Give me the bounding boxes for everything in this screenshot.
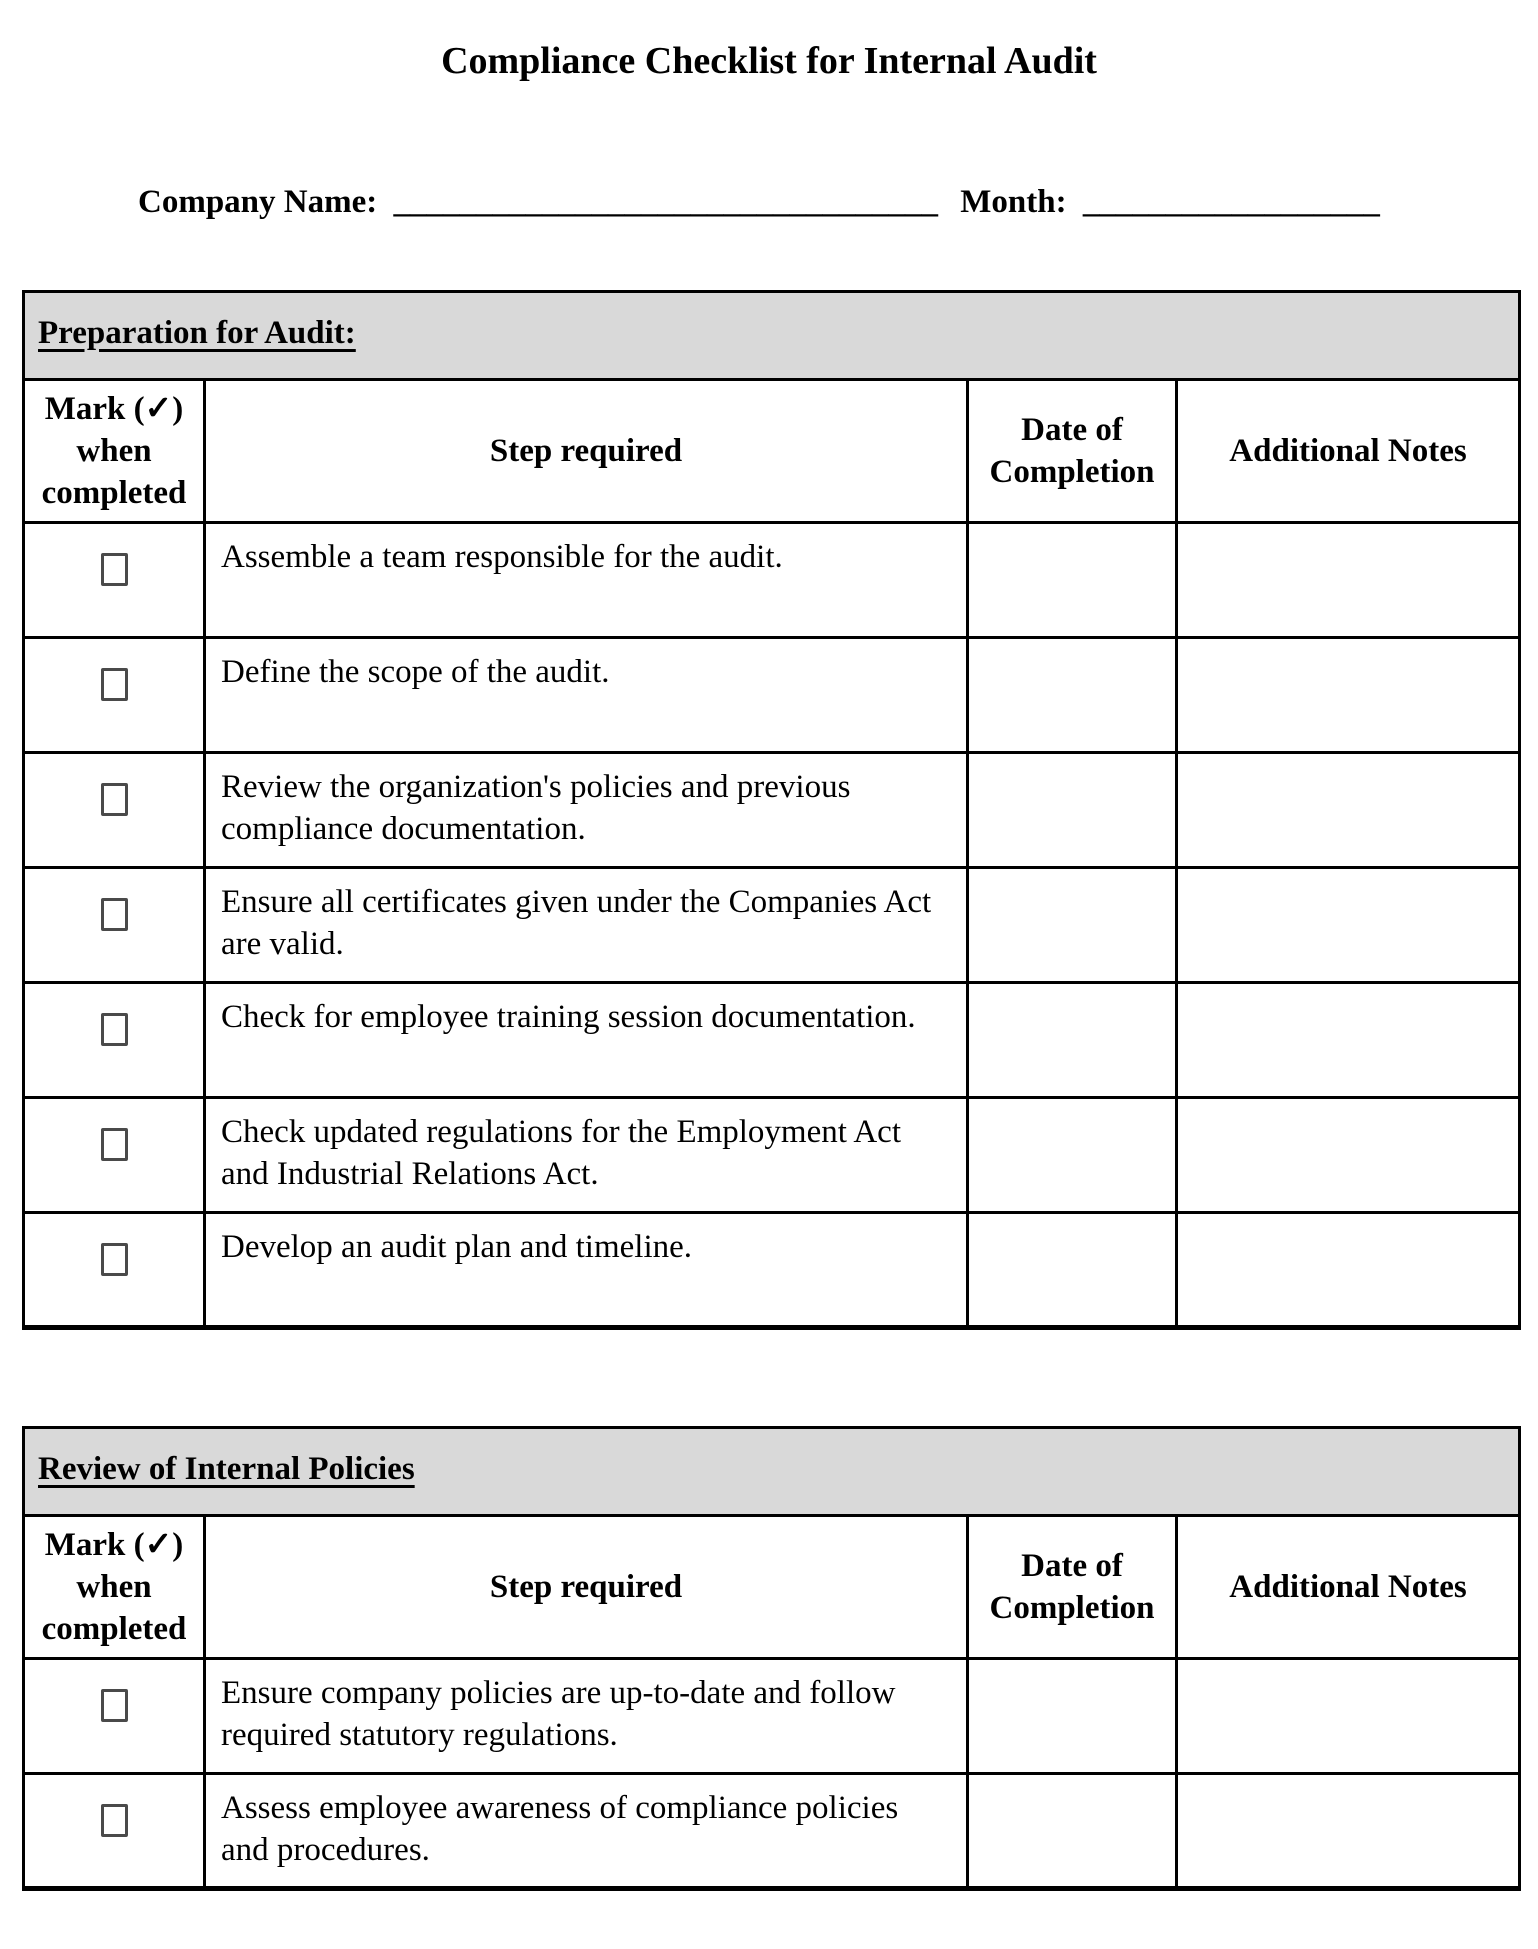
- step-text: Check for employee training session documentation.: [221, 999, 916, 1035]
- checkbox[interactable]: [101, 898, 128, 931]
- checkbox[interactable]: [101, 783, 128, 816]
- date-cell[interactable]: [968, 1659, 1177, 1774]
- document-title: Compliance Checklist for Internal Audit: [441, 40, 1097, 82]
- company-name-label: Company Name:: [138, 184, 378, 220]
- table-row: [24, 868, 1520, 983]
- notes-cell[interactable]: [1177, 1098, 1520, 1213]
- table-row: [24, 1213, 1520, 1328]
- review-internal-policies-table: [22, 1426, 1521, 1891]
- table-row: [24, 638, 1520, 753]
- company-name-blank[interactable]: _________________________________: [393, 184, 938, 220]
- month-blank[interactable]: __________________: [1082, 184, 1380, 220]
- date-cell[interactable]: [968, 868, 1177, 983]
- section-title-preparation: Preparation for Audit:: [38, 315, 356, 351]
- step-text: Define the scope of the audit.: [221, 654, 610, 690]
- checkbox[interactable]: [101, 1243, 128, 1276]
- step-text: Review the organization's policies and previous compliance documentation.: [221, 769, 851, 847]
- col-header-mark: Mark (✓) when completed: [24, 380, 205, 523]
- form-info-line: [0, 181, 1538, 223]
- table-row: [24, 983, 1520, 1098]
- notes-cell[interactable]: [1177, 1213, 1520, 1328]
- notes-cell[interactable]: [1177, 523, 1520, 638]
- col-header-date: Date of Completion: [968, 1516, 1177, 1659]
- section-title-review: Review of Internal Policies: [38, 1451, 415, 1487]
- step-text: Assemble a team responsible for the audit.: [221, 539, 783, 575]
- date-cell[interactable]: [968, 753, 1177, 868]
- checkbox[interactable]: [101, 1689, 128, 1722]
- col-header-step: Step required: [205, 380, 968, 523]
- notes-cell[interactable]: [1177, 753, 1520, 868]
- col-header-date: Date of Completion: [968, 380, 1177, 523]
- table-row: [24, 1659, 1520, 1774]
- table-row: [24, 1774, 1520, 1889]
- step-text: Ensure company policies are up-to-date and follow required statutory regulations.: [221, 1675, 896, 1753]
- table-row: [24, 753, 1520, 868]
- column-header-row: [24, 1516, 1520, 1659]
- date-cell[interactable]: [968, 1774, 1177, 1889]
- checkbox[interactable]: [101, 553, 128, 586]
- checkbox[interactable]: [101, 1804, 128, 1837]
- month-label: Month:: [960, 184, 1067, 220]
- section-header-row: [24, 1428, 1520, 1516]
- notes-cell[interactable]: [1177, 1659, 1520, 1774]
- col-header-notes: Additional Notes: [1177, 1516, 1520, 1659]
- col-header-step: Step required: [205, 1516, 968, 1659]
- date-cell[interactable]: [968, 638, 1177, 753]
- notes-cell[interactable]: [1177, 638, 1520, 753]
- notes-cell[interactable]: [1177, 1774, 1520, 1889]
- checkbox[interactable]: [101, 1128, 128, 1161]
- checkbox[interactable]: [101, 1013, 128, 1046]
- col-header-mark: Mark (✓) when completed: [24, 1516, 205, 1659]
- col-header-notes: Additional Notes: [1177, 380, 1520, 523]
- table-row: [24, 523, 1520, 638]
- step-text: Ensure all certificates given under the Companies Act are valid.: [221, 884, 932, 962]
- preparation-for-audit-table: [22, 290, 1521, 1330]
- step-text: Develop an audit plan and timeline.: [221, 1229, 693, 1265]
- step-text: Check updated regulations for the Employment Act and Industrial Relations Act.: [221, 1114, 901, 1192]
- date-cell[interactable]: [968, 523, 1177, 638]
- notes-cell[interactable]: [1177, 983, 1520, 1098]
- checkbox[interactable]: [101, 668, 128, 701]
- table-row: [24, 1098, 1520, 1213]
- step-text: Assess employee awareness of compliance policies and procedures.: [221, 1790, 899, 1868]
- date-cell[interactable]: [968, 1098, 1177, 1213]
- date-cell[interactable]: [968, 1213, 1177, 1328]
- section-header-row: [24, 292, 1520, 380]
- date-cell[interactable]: [968, 983, 1177, 1098]
- notes-cell[interactable]: [1177, 868, 1520, 983]
- column-header-row: [24, 380, 1520, 523]
